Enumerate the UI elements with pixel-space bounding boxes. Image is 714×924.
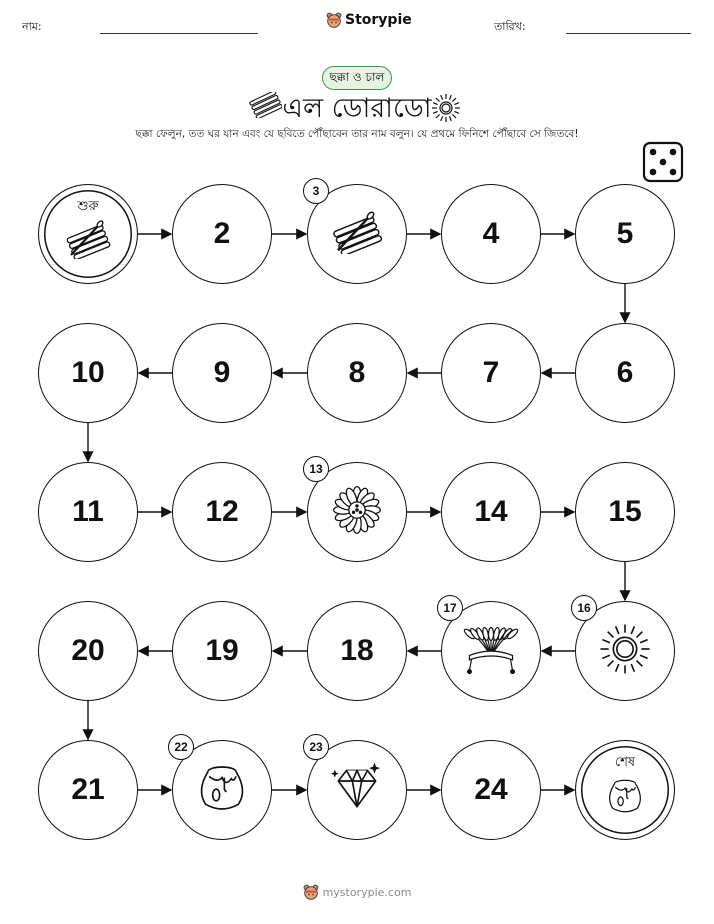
finish-cell <box>575 740 675 840</box>
brand <box>326 12 412 28</box>
number-cell <box>38 323 138 423</box>
number-cell <box>172 323 272 423</box>
cell-number: 8 <box>348 356 366 389</box>
number-cell <box>441 462 541 562</box>
bear-logo-icon <box>326 12 342 28</box>
cell-number-badge: 3 <box>303 178 329 204</box>
start-cell <box>38 184 138 284</box>
page-title: এল ডোরাডো <box>282 93 432 124</box>
cell-number: 10 <box>71 356 105 389</box>
honey-pot-icon <box>194 760 250 820</box>
bear-logo-icon <box>303 884 319 900</box>
game-type-badge: ছক্কা ও চাল <box>322 66 392 90</box>
number-cell <box>575 323 675 423</box>
number-cell <box>307 601 407 701</box>
cell-number: 14 <box>474 495 508 528</box>
cell-number-badge: 22 <box>168 734 194 760</box>
diamond-icon <box>329 760 385 820</box>
sun-icon <box>430 92 462 124</box>
honey-pot-icon <box>604 775 646 821</box>
start-label: শুরু <box>77 199 99 214</box>
cell-number: 4 <box>482 217 500 250</box>
number-cell <box>38 462 138 562</box>
cell-number: 7 <box>482 356 500 389</box>
raft-icon <box>329 210 385 259</box>
cell-number: 5 <box>616 217 634 250</box>
cell-number: 11 <box>72 495 104 528</box>
finish-label: শেষ <box>614 755 636 770</box>
cell-number: 24 <box>474 773 508 806</box>
cell-number: 18 <box>340 634 374 667</box>
number-cell <box>172 184 272 284</box>
cell-number: 9 <box>213 356 231 389</box>
number-cell <box>172 601 272 701</box>
cell-number-badge: 17 <box>437 595 463 621</box>
headdress-icon <box>463 621 519 681</box>
raft-icon <box>63 219 113 263</box>
number-cell <box>575 462 675 562</box>
number-cell <box>38 601 138 701</box>
cell-number: 21 <box>71 773 105 806</box>
number-cell <box>441 323 541 423</box>
date-line[interactable] <box>566 33 691 34</box>
number-cell <box>441 184 541 284</box>
sun-icon <box>597 621 653 681</box>
name-label: নাম: <box>22 20 42 33</box>
brand-name: Storypie <box>345 12 412 28</box>
date-label: তারিখ: <box>494 20 526 33</box>
number-cell <box>38 740 138 840</box>
flower-icon <box>329 482 385 542</box>
footer <box>0 884 714 900</box>
dice-five-icon <box>642 141 684 183</box>
cell-number-badge: 23 <box>303 734 329 760</box>
cell-number-badge: 13 <box>303 456 329 482</box>
instructions: ছক্কা ফেলুন, তত ঘর যান এবং যে ছবিতে পৌঁছাবেন তার নাম বলুন। যে প্রথমে ফিনিশে পৌঁছাবে সে জিতবে! <box>135 128 579 140</box>
number-cell <box>172 462 272 562</box>
number-cell <box>441 740 541 840</box>
cell-number: 6 <box>616 356 634 389</box>
name-line[interactable] <box>100 33 258 34</box>
footer-url[interactable]: mystorypie.com <box>322 885 412 899</box>
number-cell <box>307 323 407 423</box>
cell-number: 12 <box>205 495 239 528</box>
cell-number: 20 <box>71 634 105 667</box>
cell-number: 19 <box>205 634 239 667</box>
cell-number-badge: 16 <box>571 595 597 621</box>
cell-number: 2 <box>213 217 231 250</box>
cell-number: 15 <box>608 495 642 528</box>
number-cell <box>575 184 675 284</box>
